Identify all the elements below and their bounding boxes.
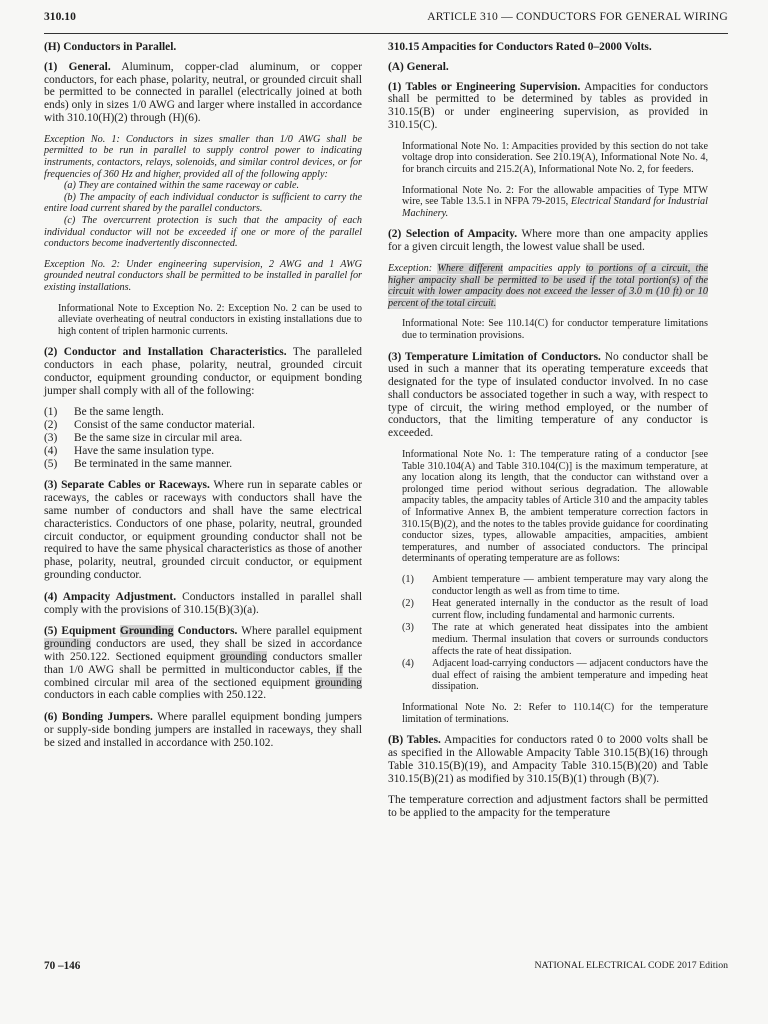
header-article-title: ARTICLE 310 — CONDUCTORS FOR GENERAL WIRING: [427, 10, 728, 23]
paragraph-body: Where run in separate cables or raceways, the cables or raceways with conductors shall have the same number of conductors and shall have the same electrical characteristics. Conductors of one phase, polarity, neutral, grounded circuit conductor, or equipment grounding conductor shall not be required to have the same physical characteristics as those of another phase, polarity, neutral, grounded circuit conductor, or equipment grounding conductor.: [44, 479, 362, 582]
list-number: (4): [44, 444, 58, 457]
paragraph-body: conductors smaller than 1/0 AWG shall be permitted in multiconductor cables,: [44, 651, 363, 676]
list-number: (2): [402, 598, 414, 610]
paragraph-tables: [388, 734, 708, 785]
list-text: The rate at which generated heat dissipates into the ambient medium. Thermal insulation that covers or surrounds conductors affects the rate of heat dissipation.: [432, 622, 708, 657]
running-header: [44, 10, 728, 30]
paragraph-heading: (3) Temperature Limitation of Conductors.: [388, 350, 601, 363]
list-item: [44, 419, 362, 432]
exception-1-intro: Exception No. 1: Conductors in sizes smaller than 1/0 AWG shall be permitted to be run in parallel to supply control power to indicating instruments, contactors, relays, solenoids, and similar control devices, or for frequencies of 360 Hz and higher, provided all of the following apply:: [44, 133, 362, 180]
search-highlight: grounding: [220, 651, 267, 664]
list-number: (5): [44, 457, 58, 470]
list-number: (2): [44, 419, 58, 432]
list-number: (3): [44, 432, 58, 445]
paragraph-heading: (B) Tables.: [388, 734, 441, 747]
characteristics-list: [44, 406, 362, 470]
list-item: [44, 445, 362, 458]
search-highlight: to portions: [585, 262, 633, 274]
header-rule: [44, 33, 728, 34]
paragraph-characteristics: [44, 346, 362, 397]
exception-1-item-c: (c) The overcurrent protection is such that the ampacity of each individual conductor will not be exceeded if one or more of the parallel conductors become inadvertently disconnected.: [44, 214, 362, 250]
list-item: [402, 658, 708, 693]
left-column: [44, 41, 362, 759]
informational-note-1: Informational Note No. 1: Ampacities provided by this section do not take voltage drop into consideration. See 210.19(A), Informational Note No. 4, for branch circuits and 215.2(A), Informational Note No. 2, for feeders.: [402, 140, 708, 175]
search-highlight: if: [335, 663, 343, 676]
heading-text: (5) Equipment: [44, 625, 120, 638]
list-item: [402, 598, 708, 621]
list-text: Be terminated in the same manner.: [74, 457, 233, 470]
exception-selection: [388, 263, 708, 309]
search-highlight: grounding: [44, 638, 91, 651]
list-item: [402, 622, 708, 657]
paragraph-equipment-grounding: [44, 625, 362, 702]
paragraph-heading: (3) Separate Cables or Raceways.: [44, 479, 210, 492]
paragraph-heading: (4) Ampacity Adjustment.: [44, 590, 177, 603]
edition-label: NATIONAL ELECTRICAL CODE 2017 Edition: [534, 960, 728, 971]
paragraph-tables-supervision: [388, 81, 708, 132]
paragraph-body: the combined circular mil area of the sectioned equipment: [44, 663, 362, 689]
search-highlight: of a circuit, the higher ampacity shall be permitted to be used if the total portion(s) of the circuit with lower ampacity does not exceed the lesser of 3.0 m (10 ft) or 10 percent of the total circuit.: [388, 262, 708, 309]
paragraph-heading: (2) Selection of Ampacity.: [388, 228, 518, 241]
paragraph-bonding-jumpers: [44, 711, 362, 749]
exception-text: Exception:: [388, 262, 438, 274]
paragraph-separate-cables: [44, 479, 362, 581]
section-310-15-title: 310.15 Ampacities for Conductors Rated 0–2000 Volts.: [388, 41, 652, 53]
list-item: [44, 458, 362, 471]
informational-note-2: [388, 185, 708, 220]
paragraph-body: conductors in each cable complies with 250.122.: [44, 689, 267, 702]
paragraph-ampacity-adjustment: [44, 591, 362, 617]
paragraph-heading: (6) Bonding Jumpers.: [44, 711, 153, 724]
list-number: (4): [402, 658, 414, 670]
search-highlight: grounding: [315, 676, 362, 689]
section-h-title: (H) Conductors in Parallel.: [44, 41, 177, 53]
informational-note-termination: Informational Note: See 110.14(C) for conductor temperature limitations due to termination provisions.: [402, 318, 708, 341]
paragraph-body: The paralleled conductors in each phase, polarity, neutral, grounded circuit conductor, equipment grounding conductor, or equipment bonding jumper shall comply with all of the following:: [44, 346, 362, 397]
paragraph-general: [44, 61, 362, 125]
list-text: Be the same length.: [74, 406, 164, 419]
paragraph-heading: (1) General.: [44, 60, 111, 73]
right-column: [388, 41, 708, 829]
search-highlight: Where different: [437, 262, 503, 274]
exception-1-item-a: (a) They are contained within the same raceway or cable.: [64, 180, 300, 192]
paragraph-body: Ampacities for conductors shall be permitted to be determined by tables as provided in 310.15(B) or under engineering supervision, as provided in 310.15(C).: [388, 80, 709, 131]
paragraph-body: Where parallel equipment bonding jumpers or supply-side bonding jumpers are installed in raceways, they shall be sized and installed in accordance with 250.102.: [44, 711, 362, 749]
exception-1-item-b: (b) The ampacity of each individual conductor is sufficient to carry the entire load current shared by the parallel conductors.: [44, 191, 362, 215]
paragraph-body: Conductors installed in parallel shall comply with the provisions of 310.15(B)(3)(a).: [44, 590, 362, 616]
exception-1: [44, 134, 362, 250]
informational-note-terminations: Informational Note No. 2: Refer to 110.14(C) for the temperature limitation of terminations.: [402, 701, 708, 725]
exception-2: Exception No. 2: Under engineering supervision, 2 AWG and 1 AWG grounded neutral conductors shall be permitted to be installed in parallel for existing installations.: [44, 258, 362, 293]
list-number: (1): [44, 406, 58, 419]
paragraph-temperature-limitation: [388, 351, 708, 441]
paragraph-body: Where parallel equipment: [237, 625, 363, 638]
list-text: Heat generated internally in the conductor as the result of load current flow, including fundamental and harmonic currents.: [432, 598, 708, 621]
determinants-list: [402, 574, 708, 693]
list-item: [402, 574, 708, 597]
list-item: [44, 406, 362, 419]
heading-text: Conductors.: [173, 625, 238, 638]
paragraph-heading: (1) Tables or Engineering Supervision.: [388, 80, 581, 93]
list-item: [44, 432, 362, 445]
paragraph-selection-ampacity: [388, 228, 708, 254]
list-text: Have the same insulation type.: [74, 444, 215, 457]
section-a-title: (A) General.: [388, 60, 449, 73]
informational-note-temperature: Informational Note No. 1: The temperature rating of a conductor [see Table 310.104(A) and Table 310.104(C)] is the maximum temperature, at any location along its length, that the conductor can withstand over a prolonged time period without serious degradation. The allowable ampacity tables, the ampacity tables of Article 310 and the ampacity tables of Informative Annex B, the ambient temperature correction factors in 310.15(B)(2), and the notes to the tables provide guidance for coordinating conductor sizes, types, allowable ampacities, ampacities, ambient temperatures, and number of associated conductors. The principal determinants of operating temperature are as follows:: [402, 449, 708, 565]
list-text: Consist of the same conductor material.: [74, 419, 255, 432]
paragraph-body: Aluminum, copper-clad aluminum, or copper conductors, for each phase, polarity, neutral, or grounded circuit shall be permitted to be connected in parallel (electrically joined at both ends) only in sizes 1/0 AWG and larger where installed in accordance with 310.10(H)(2) through (H)(6).: [44, 60, 362, 124]
list-number: (1): [402, 574, 414, 586]
list-number: (3): [402, 622, 414, 634]
paragraph-heading: (2) Conductor and Installation Characteristics.: [44, 346, 287, 359]
paragraph-body: Where more than one ampacity applies for a given circuit length, the lowest value shall be used.: [388, 228, 708, 254]
list-text: Adjacent load-carrying conductors — adjacent conductors have the dual effect of raising the ambient temperature and impeding heat dissipation.: [432, 658, 708, 693]
paragraph-body: No conductor shall be used in such a manner that its operating temperature exceeds that designated for the type of insulated conductor involved. In no case shall conductors be associated together in such a way, with respect to type of circuit, the wiring method employed, or the number of conductors, that the limiting temperature of any conductor is exceeded.: [388, 350, 708, 440]
informational-note-exception-2: Informational Note to Exception No. 2: Exception No. 2 can be used to alleviate overheating of neutral conductors in existing installations due to high content of triplen harmonic currents.: [58, 302, 362, 337]
page-number: 70 –146: [44, 960, 81, 972]
note-italic-title: Electrical Standard for Industrial Machinery.: [402, 196, 708, 219]
header-section-number: 310.10: [44, 10, 76, 23]
exception-text: ampacities apply: [503, 262, 586, 274]
note-text: Informational Note No. 2: For the allowable ampacities of Type MTW wire, see Table 13.5.1 in NFPA 79-2015,: [402, 184, 708, 208]
search-highlight: Grounding: [119, 625, 174, 638]
list-text: Be the same size in circular mil area.: [74, 432, 243, 445]
paragraph-heading: [44, 625, 237, 637]
list-text: Ambient temperature — ambient temperature may vary along the conductor length as well as from time to time.: [432, 574, 708, 597]
paragraph-body: Ampacities for conductors rated 0 to 2000 volts shall be as specified in the Allowable Ampacity Table 310.15(B)(16) through Table 310.15(B)(19), and Ampacity Table 310.15(B)(20) and Table 310.15(B)(21) as modified by 310.15(B)(1) through (B)(7).: [388, 734, 708, 785]
paragraph-correction-factors: The temperature correction and adjustment factors shall be permitted to be applied to the ampacity for the temperature: [388, 794, 708, 820]
paragraph-body: conductors are used, they shall be sized in accordance with 250.122. Sectioned equipment: [44, 638, 362, 664]
